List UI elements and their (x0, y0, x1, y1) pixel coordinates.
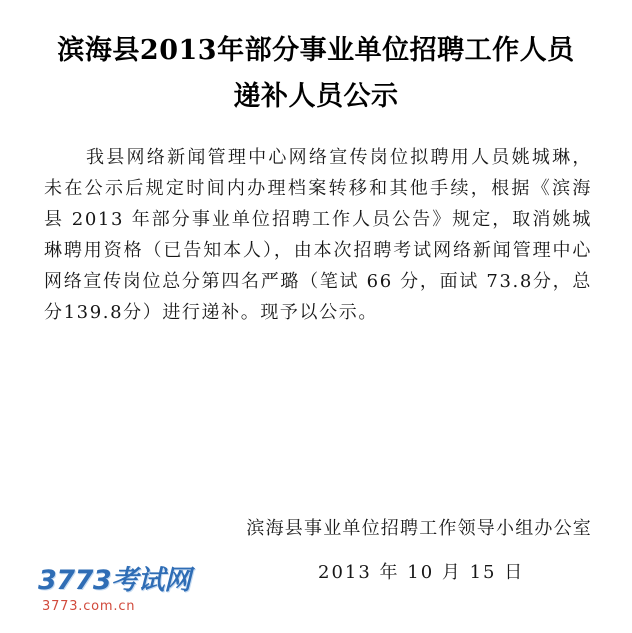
notice-title-line-1: 滨海县2013年部分事业单位招聘工作人员 (57, 35, 575, 66)
issue-date: 2013 年 10 月 15 日 (318, 562, 525, 583)
notice-body: 我县网络新闻管理中心网络宣传岗位拟聘用人员姚城琳，未在公示后规定时间内办理档案转移和其他手续，根据《滨海县 2013 年部分事业单位招聘工作人员公告》规定，取消姚城琳聘用资格（已告知本人），由本次招聘考试网络新闻管理中心网络宣传岗位总分第四名严璐（笔试 66 分，面试 73.8分，总分139.8分）进行递补。现予以公示。 (44, 147, 592, 323)
issuer-signature: 滨海县事业单位招聘工作领导小组办公室 (246, 518, 592, 539)
watermark-logo: 3773考试网 (38, 565, 191, 596)
notice-title-line-2: 递补人员公示 (233, 81, 399, 112)
watermark-url: 3773.com.cn (42, 599, 136, 614)
site-watermark (38, 565, 191, 627)
